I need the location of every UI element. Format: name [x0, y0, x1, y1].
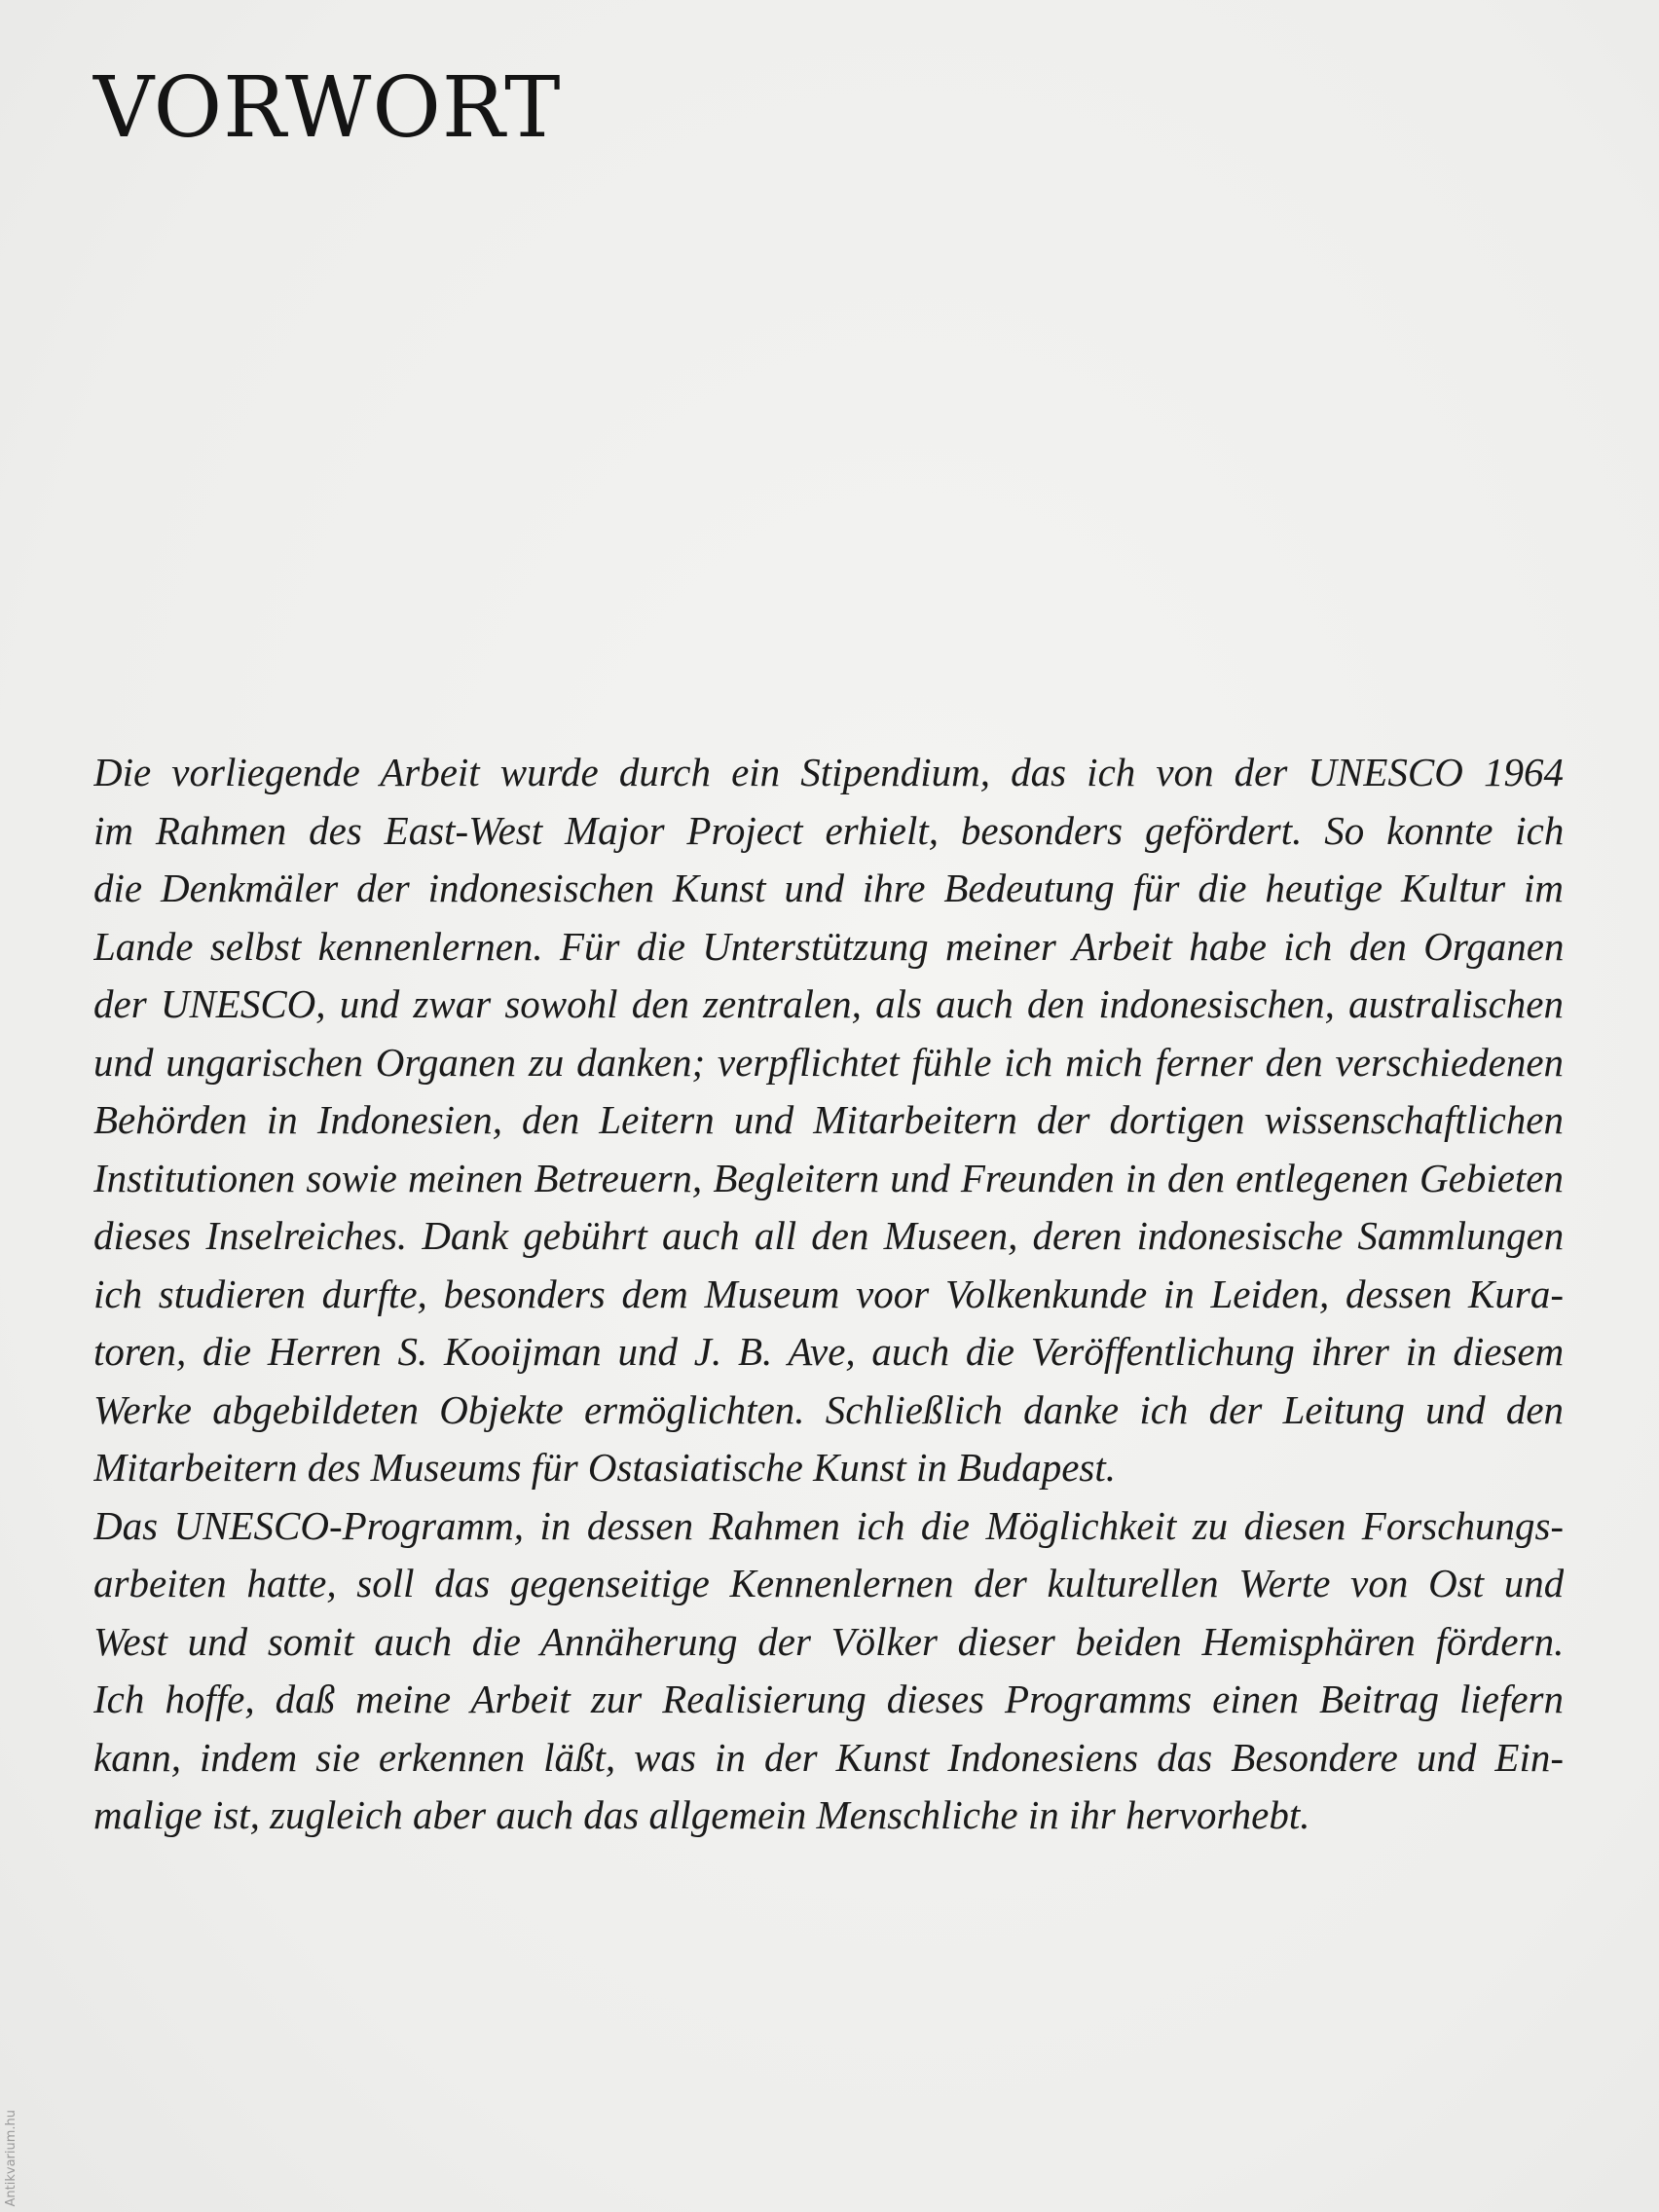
- text-line: malige ist, zugleich aber auch das allgemein Menschliche in ihr hervorhebt.: [93, 1792, 1310, 1837]
- text-line: Behörden in Indonesien, den Leitern und Mitarbeitern der dortigen wissenschaftlichen: [93, 1097, 1564, 1142]
- text-line: und ungarischen Organen zu danken; verpflichtet fühle ich mich ferner den verschiedenen: [93, 1039, 1564, 1085]
- page-title: VORWORT: [93, 59, 562, 157]
- text-line: Die vorliegende Arbeit wurde durch ein Stipendium, das ich von der UNESCO 1964: [93, 750, 1564, 794]
- paragraph-1: [93, 744, 1564, 1497]
- preface-text: [93, 744, 1564, 1845]
- text-line: der UNESCO, und zwar sowohl den zentralen, als auch den indonesischen, australischen: [93, 981, 1564, 1026]
- text-line: die Denkmäler der indonesischen Kunst und ihre Bedeutung für die heutige Kultur im: [93, 866, 1564, 910]
- text-line: Lande selbst kennenlernen. Für die Unterstützung meiner Arbeit habe ich den Organen: [93, 923, 1564, 969]
- text-line: Ich hoffe, daß meine Arbeit zur Realisierung dieses Programms einen Beitrag liefern: [93, 1677, 1564, 1721]
- text-line: Das UNESCO-Programm, in dessen Rahmen ich die Möglichkeit zu diesen Forschungs-: [93, 1502, 1564, 1548]
- text-line: West und somit auch die Annäherung der Völker dieser beiden Hemisphären fördern.: [93, 1618, 1564, 1664]
- text-line: dieses Inselreiches. Dank gebührt auch all den Museen, deren indonesische Sammlungen: [93, 1213, 1564, 1258]
- text-line: kann, indem sie erkennen läßt, was in der Kunst Indonesiens das Besondere und Ein-: [93, 1734, 1564, 1780]
- text-line: im Rahmen des East-West Major Project erhielt, besonders gefördert. So konnte ich: [93, 807, 1564, 853]
- text-line: toren, die Herren S. Kooijman und J. B. Ave, auch die Veröffentlichung ihrer in diesem: [93, 1329, 1564, 1374]
- watermark-text: Antikvarium.hu: [4, 2109, 18, 2206]
- paragraph-2: [93, 1497, 1564, 1845]
- text-line: Mitarbeitern des Museums für Ostasiatische Kunst in Budapest.: [93, 1445, 1117, 1490]
- text-line: ich studieren durfte, besonders dem Museum voor Volkenkunde in Leiden, dessen Kura-: [93, 1271, 1564, 1316]
- text-line: Institutionen sowie meinen Betreuern, Begleitern und Freunden in den entlegenen Gebieten: [93, 1155, 1564, 1200]
- text-line: Werke abgebildeten Objekte ermöglichten. Schließlich danke ich der Leitung und den: [93, 1386, 1564, 1432]
- text-line: arbeiten hatte, soll das gegenseitige Kennenlernen der kulturellen Werte von Ost und: [93, 1561, 1564, 1605]
